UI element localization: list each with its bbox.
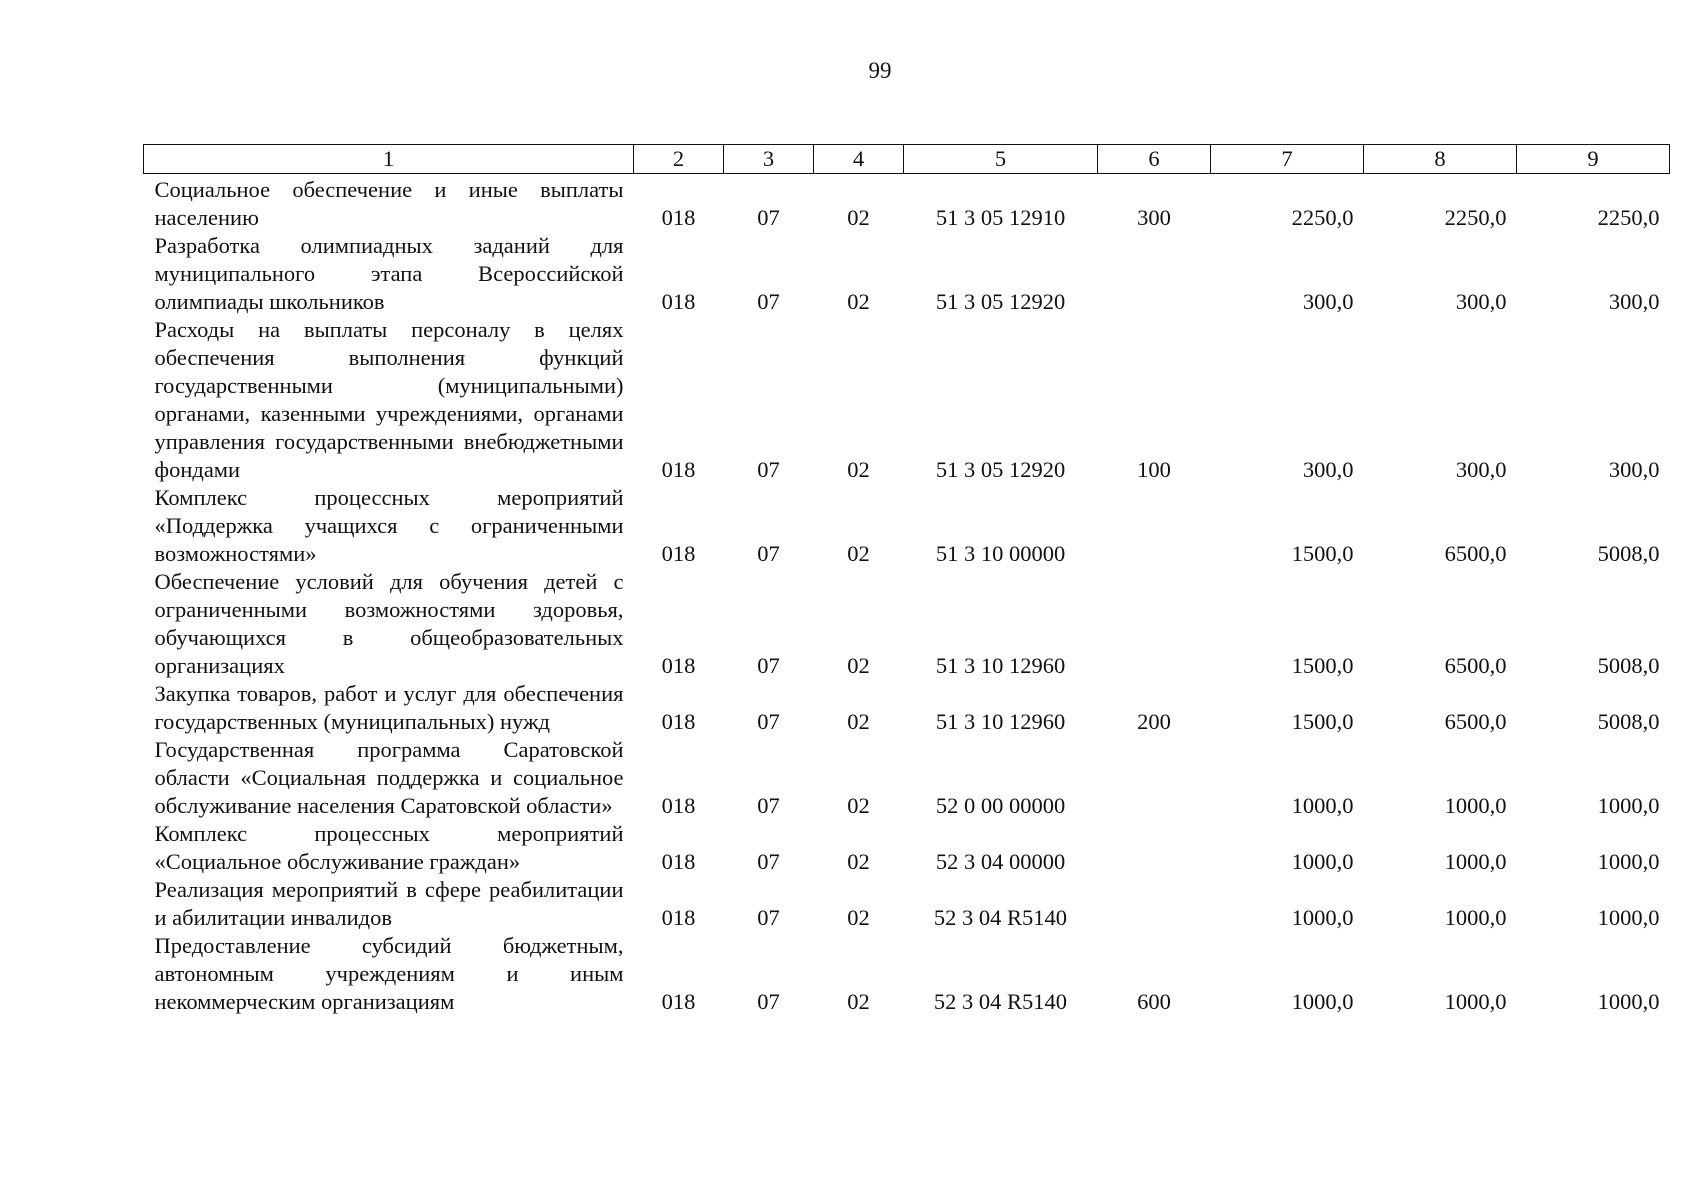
header-cell-8: 8 xyxy=(1364,145,1517,174)
ministry-code-cell: 018 xyxy=(661,849,696,874)
amount-year2-cell: 1000,0 xyxy=(1444,989,1507,1014)
header-row xyxy=(144,145,1670,174)
table-row xyxy=(144,568,1670,680)
expense-name-cell: Закупка товаров, работ и услуг для обеспечения государственных (муниципальных) нужд xyxy=(154,681,624,734)
header-cell-2: 2 xyxy=(634,145,724,174)
amount-year2-cell: 6500,0 xyxy=(1444,541,1507,566)
table-row xyxy=(144,174,1670,233)
table-header xyxy=(144,145,1670,174)
ministry-code-cell: 018 xyxy=(661,793,696,818)
table-body xyxy=(144,174,1670,1017)
target-article-cell: 52 3 04 R5140 xyxy=(933,905,1068,930)
amount-year1-cell: 1000,0 xyxy=(1291,849,1354,874)
table-row xyxy=(144,316,1670,484)
table-row xyxy=(144,932,1670,1016)
subsection-code-cell: 02 xyxy=(847,205,870,230)
amount-year2-cell: 6500,0 xyxy=(1444,653,1507,678)
amount-year3-cell: 1000,0 xyxy=(1597,905,1660,930)
table-row xyxy=(144,736,1670,820)
amount-year2-cell: 6500,0 xyxy=(1444,709,1507,734)
table-row xyxy=(144,680,1670,736)
header-cell-4: 4 xyxy=(814,145,904,174)
expense-name-cell: Социальное обеспечение и иные выплаты населению xyxy=(154,177,624,230)
table-row xyxy=(144,232,1670,316)
amount-year1-cell: 2250,0 xyxy=(1291,205,1354,230)
subsection-code-cell: 02 xyxy=(847,793,870,818)
expense-type-cell: 200 xyxy=(1137,709,1171,734)
ministry-code-cell: 018 xyxy=(661,709,696,734)
amount-year1-cell: 1000,0 xyxy=(1291,905,1354,930)
ministry-code-cell: 018 xyxy=(661,205,696,230)
expense-name-cell: Разработка олимпиадных заданий для муниципального этапа Всероссийской олимпиады школьников xyxy=(154,233,624,314)
section-code-cell: 07 xyxy=(757,205,780,230)
subsection-code-cell: 02 xyxy=(847,989,870,1014)
subsection-code-cell: 02 xyxy=(847,457,870,482)
header-cell-7: 7 xyxy=(1211,145,1364,174)
expense-name-cell: Государственная программа Саратовской области «Социальная поддержка и социальное обслуживание населения Саратовской области» xyxy=(154,737,624,818)
amount-year2-cell: 1000,0 xyxy=(1444,905,1507,930)
header-cell-1: 1 xyxy=(144,145,634,174)
section-code-cell: 07 xyxy=(757,457,780,482)
amount-year3-cell: 1000,0 xyxy=(1597,989,1660,1014)
amount-year2-cell: 1000,0 xyxy=(1444,793,1507,818)
amount-year3-cell: 5008,0 xyxy=(1597,541,1660,566)
amount-year2-cell: 1000,0 xyxy=(1444,849,1507,874)
table-row xyxy=(144,484,1670,568)
expense-type-cell: 100 xyxy=(1137,457,1171,482)
expense-type-cell xyxy=(1098,820,1211,876)
subsection-code-cell: 02 xyxy=(847,289,870,314)
subsection-code-cell: 02 xyxy=(847,653,870,678)
amount-year3-cell: 5008,0 xyxy=(1597,653,1660,678)
target-article-cell: 51 3 05 12920 xyxy=(935,289,1066,314)
header-cell-5: 5 xyxy=(904,145,1098,174)
amount-year3-cell: 2250,0 xyxy=(1597,205,1660,230)
expense-name-cell: Комплекс процессных мероприятий «Социальное обслуживание граждан» xyxy=(154,821,624,874)
target-article-cell: 51 3 10 00000 xyxy=(935,541,1066,566)
amount-year3-cell: 300,0 xyxy=(1608,457,1660,482)
target-article-cell: 52 3 04 R5140 xyxy=(933,989,1068,1014)
target-article-cell: 52 3 04 00000 xyxy=(935,849,1066,874)
expense-type-cell xyxy=(1098,568,1211,680)
expense-type-cell: 600 xyxy=(1137,989,1171,1014)
expense-name-cell: Обеспечение условий для обучения детей с ограниченными возможностями здоровья, обучающихся в общеобразовательных организациях xyxy=(154,569,624,678)
table-row xyxy=(144,820,1670,876)
amount-year1-cell: 1500,0 xyxy=(1291,709,1354,734)
section-code-cell: 07 xyxy=(757,905,780,930)
amount-year2-cell: 300,0 xyxy=(1455,289,1507,314)
ministry-code-cell: 018 xyxy=(661,289,696,314)
subsection-code-cell: 02 xyxy=(847,541,870,566)
expense-type-cell xyxy=(1098,232,1211,316)
section-code-cell: 07 xyxy=(757,653,780,678)
header-cell-9: 9 xyxy=(1517,145,1670,174)
page-number: 99 xyxy=(868,58,892,83)
expense-name-cell: Комплекс процессных мероприятий «Поддержка учащихся с ограниченными возможностями» xyxy=(154,485,624,566)
table-row xyxy=(144,876,1670,932)
amount-year1-cell: 1000,0 xyxy=(1291,989,1354,1014)
subsection-code-cell: 02 xyxy=(847,849,870,874)
expense-name-cell: Реализация мероприятий в сфере реабилитации и абилитации инвалидов xyxy=(154,877,624,930)
section-code-cell: 07 xyxy=(757,289,780,314)
amount-year1-cell: 1500,0 xyxy=(1291,541,1354,566)
budget-table xyxy=(143,144,1670,1016)
ministry-code-cell: 018 xyxy=(661,541,696,566)
amount-year3-cell: 5008,0 xyxy=(1597,709,1660,734)
expense-type-cell: 300 xyxy=(1137,205,1171,230)
amount-year3-cell: 1000,0 xyxy=(1597,849,1660,874)
target-article-cell: 51 3 05 12920 xyxy=(935,457,1066,482)
expense-name-cell: Расходы на выплаты персоналу в целях обеспечения выполнения функций государственными (муниципальными) органами, казенными учреждениями, органами управления государственными внебюджетными фондами xyxy=(154,317,624,482)
subsection-code-cell: 02 xyxy=(847,905,870,930)
amount-year2-cell: 2250,0 xyxy=(1444,205,1507,230)
target-article-cell: 51 3 10 12960 xyxy=(935,653,1066,678)
subsection-code-cell: 02 xyxy=(847,709,870,734)
expense-type-cell xyxy=(1098,484,1211,568)
amount-year1-cell: 300,0 xyxy=(1302,457,1354,482)
expense-name-cell: Предоставление субсидий бюджетным, автономным учреждениям и иным некоммерческим организациям xyxy=(154,933,624,1014)
ministry-code-cell: 018 xyxy=(661,457,696,482)
section-code-cell: 07 xyxy=(757,541,780,566)
header-cell-3: 3 xyxy=(724,145,814,174)
expense-type-cell xyxy=(1098,736,1211,820)
amount-year3-cell: 1000,0 xyxy=(1597,793,1660,818)
header-cell-6: 6 xyxy=(1098,145,1211,174)
amount-year1-cell: 1500,0 xyxy=(1291,653,1354,678)
section-code-cell: 07 xyxy=(757,849,780,874)
ministry-code-cell: 018 xyxy=(661,989,696,1014)
amount-year2-cell: 300,0 xyxy=(1455,457,1507,482)
section-code-cell: 07 xyxy=(757,989,780,1014)
target-article-cell: 51 3 10 12960 xyxy=(935,709,1066,734)
ministry-code-cell: 018 xyxy=(661,653,696,678)
target-article-cell: 52 0 00 00000 xyxy=(935,793,1066,818)
expense-type-cell xyxy=(1098,876,1211,932)
ministry-code-cell: 018 xyxy=(661,905,696,930)
amount-year1-cell: 300,0 xyxy=(1302,289,1354,314)
section-code-cell: 07 xyxy=(757,709,780,734)
section-code-cell: 07 xyxy=(757,793,780,818)
amount-year1-cell: 1000,0 xyxy=(1291,793,1354,818)
target-article-cell: 51 3 05 12910 xyxy=(935,205,1066,230)
amount-year3-cell: 300,0 xyxy=(1608,289,1660,314)
